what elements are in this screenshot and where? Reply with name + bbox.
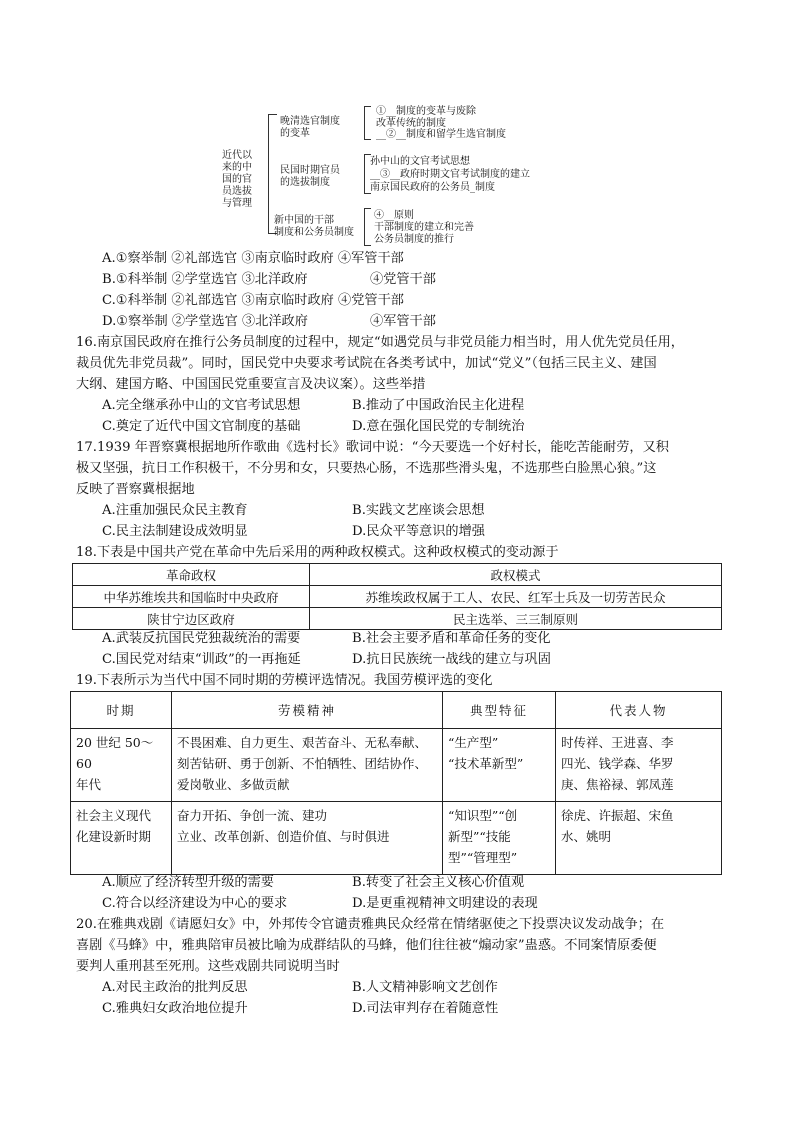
table-cell: 社会主义现代 化建设新时期: [71, 802, 172, 875]
q18-option-d[interactable]: D.抗日民族统一战线的建立与巩固: [352, 652, 551, 667]
diagram-root: 近代以 来的中 国的官 员选拔 与管理: [222, 150, 252, 209]
q16-option-a[interactable]: A.完全继承孙中山的文官考试思想: [102, 398, 301, 413]
q17-stem-line: 反映了晋察冀根据地: [76, 482, 195, 497]
table-cell: 奋力开拓、争创一流、建功 立业、改革创新、创造价值、与时俱进: [172, 802, 443, 875]
diagram-brace-1: [364, 106, 371, 140]
q20-stem-line: 20.在雅典戏剧《请愿妇女》中，外邦传令官谴责雅典民众经常在情绪驱使之下投票决议发动战争；在: [76, 917, 665, 932]
diagram-item: 干部制度的建立和完善: [374, 222, 474, 233]
q19-option-d[interactable]: D.是更重视精神文明建设的表现: [352, 896, 538, 911]
q15-option-b[interactable]: B.①科举制 ②学堂选官 ③北洋政府: [102, 272, 308, 287]
table-header-cell: 政权模式: [310, 564, 722, 586]
diagram-item: 南京国民政府的公务员_制度: [370, 182, 495, 193]
q19-stem: 19.下表所示为当代中国不同时期的劳模评选情况。我国劳模评选的变化: [76, 673, 493, 688]
diagram-branch-1: 晚清选官制度 的变革: [280, 116, 340, 139]
q16-option-b[interactable]: B.推动了中国政治民主化进程: [352, 398, 525, 413]
q17-option-d[interactable]: D.民众平等意识的增强: [352, 524, 485, 539]
q19-option-a[interactable]: A.顺应了经济转型升级的需要: [102, 875, 274, 890]
q15-diagram: [218, 100, 578, 245]
diagram-brace-3: [364, 208, 371, 246]
table-header-cell: 劳模精神: [172, 692, 443, 729]
q20-option-b[interactable]: B.人文精神影响文艺创作: [352, 980, 498, 995]
diagram-branch-2: 民国时期官员 的选拔制度: [280, 165, 340, 188]
q15-option-c[interactable]: C.①科举制 ②礼部选官 ③南京临时政府 ④党管干部: [102, 293, 404, 308]
table-row: [71, 802, 722, 875]
table-header-cell: 革命政权: [73, 564, 310, 586]
table-header-row: [73, 564, 722, 586]
table-cell: “生产型” “技术革新型”: [443, 729, 556, 802]
table-cell: 时传祥、王进喜、李 四光、钱学森、华罗 庚、焦裕禄、郭凤莲: [556, 729, 722, 802]
q16-stem-line: 大纲、建国方略、中国国民党重要宣言及决议案）。这些举措: [76, 377, 426, 392]
q15-option-a[interactable]: A.①察举制 ②礼部选官 ③南京临时政府 ④军管干部: [102, 251, 404, 266]
table-row: [73, 608, 722, 630]
q16-stem-line: 16.南京国民政府在推行公务员制度的过程中，规定“如遇党员与非党员能力相当时，用人优先党员任用，: [76, 335, 684, 350]
table-row: [71, 729, 722, 802]
q19-option-b[interactable]: B.转变了社会主义核心价值观: [352, 875, 525, 890]
q20-option-c[interactable]: C.雅典妇女政治地位提升: [102, 1001, 248, 1016]
table-cell: 陕甘宁边区政府: [73, 608, 310, 630]
table-cell: 中华苏维埃共和国临时中央政府: [73, 586, 310, 608]
q19-option-c[interactable]: C.符合以经济建设为中心的要求: [102, 896, 288, 911]
table-cell: 不畏困难、自力更生、艰苦奋斗、无私奉献、 刻苦钻研、勇于创新、不怕牺牲、团结协作、 爱岗敬业、多做贡献: [172, 729, 443, 802]
diagram-item: ①__制度的变革与废除 改革传统的制度: [376, 106, 476, 129]
q20-stem-line: 喜剧《马蜂》中，雅典陪审员被比喻为成群结队的马蜂，他们往往被“煽动家”蛊惑。不同案情原委便: [76, 938, 657, 953]
table-cell: 20 世纪 50～60 年代: [71, 729, 172, 802]
q17-stem-line: 17.1939 年晋察冀根据地所作歌曲《选村长》歌词中说：“今天要选一个好村长，能吃苦能耐劳，又积: [76, 440, 669, 455]
diagram-item: __③__政府时期文官考试制度的建立: [370, 169, 530, 180]
table-cell: “知识型”“创 新型”“技能 型”“管理型”: [443, 802, 556, 875]
diagram-item: __②__制度和留学生选官制度: [376, 129, 506, 140]
q17-option-b[interactable]: B.实践文艺座谈会思想: [352, 503, 485, 518]
table-header-cell: 时期: [71, 692, 172, 729]
diagram-branch-3: 新中国的干部 制度和公务员制度: [274, 215, 354, 238]
q17-stem-line: 极又坚强，抗日工作积极干，不分男和女，只要热心肠，不选那些滑头鬼，不选那些白脸黑心狼。”这: [76, 461, 657, 476]
q20-option-a[interactable]: A.对民主政治的批判反思: [102, 980, 248, 995]
table-cell: 苏维埃政权属于工人、农民、红军士兵及一切劳苦民众: [310, 586, 722, 608]
q16-option-c[interactable]: C.奠定了近代中国文官制度的基础: [102, 419, 301, 434]
q15-option-b-4: ④党管干部: [370, 272, 436, 287]
q20-stem-line: 要判人重刑甚至死刑。这些戏剧共同说明当时: [76, 959, 340, 974]
q16-option-d[interactable]: D.意在强化国民党的专制统治: [352, 419, 525, 434]
q16-stem-line: 裁员优先非党员裁”。同时，国民党中央要求考试院在各类考试中，加试“党义”（包括三民主义、建国: [76, 356, 657, 371]
table-cell: 徐虎、许振超、宋鱼 水、姚明: [556, 802, 722, 875]
q18-table: [72, 563, 722, 630]
q20-option-d[interactable]: D.司法审判存在着随意性: [352, 1001, 499, 1016]
table-row: [73, 586, 722, 608]
diagram-item: 公务员制度的推行: [374, 234, 454, 245]
q17-option-a[interactable]: A.注重加强民众民主教育: [102, 503, 248, 518]
table-cell: 民主选举、三三制原则: [310, 608, 722, 630]
q15-option-d[interactable]: D.①察举制 ②学堂选官 ③北洋政府: [102, 314, 308, 329]
table-header-row: [71, 692, 722, 729]
table-header-cell: 典型特征: [443, 692, 556, 729]
q15-option-d-4: ④军管干部: [370, 314, 436, 329]
table-header-cell: 代表人物: [556, 692, 722, 729]
q18-option-b[interactable]: B.社会主要矛盾和革命任务的变化: [352, 631, 551, 646]
q17-option-c[interactable]: C.民主法制建设成效明显: [102, 524, 248, 539]
q18-option-c[interactable]: C.国民党对结束“训政”的一再拖延: [102, 652, 301, 667]
q18-stem: 18.下表是中国共产党在革命中先后采用的两种政权模式。这种政权模式的变动源于: [76, 545, 559, 560]
diagram-item: ④__原则: [374, 210, 414, 221]
q19-table: [70, 691, 722, 875]
q18-option-a[interactable]: A.武装反抗国民党独裁统治的需要: [102, 631, 301, 646]
diagram-item: 孙中山的文官考试思想: [370, 156, 470, 167]
